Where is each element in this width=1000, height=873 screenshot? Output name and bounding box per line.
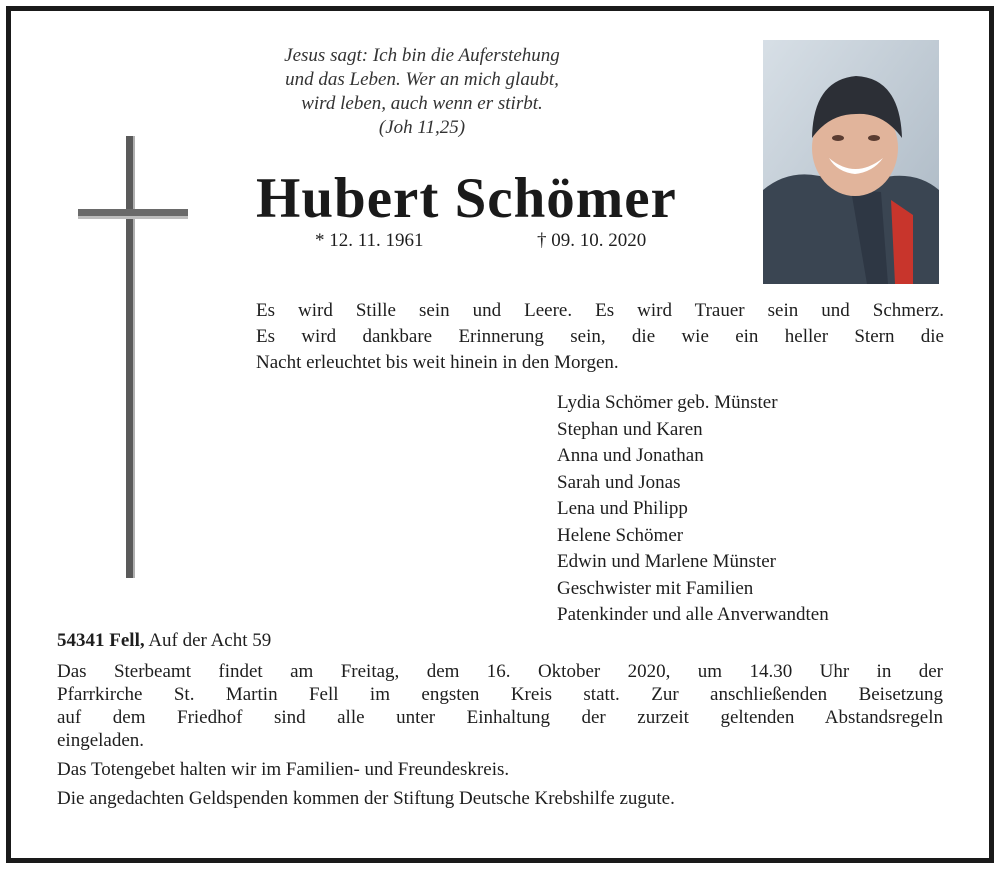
intro-line: Es wird Stille sein und Leere. Es wird Trauer sein und Schmerz. bbox=[256, 300, 944, 321]
death-date: † 09. 10. 2020 bbox=[537, 230, 647, 251]
verse-line: und das Leben. Wer an mich glaubt, bbox=[285, 69, 559, 90]
notice-line: auf dem Friedhof sind alle unter Einhaltung der zurzeit geltenden Abstandsregeln bbox=[57, 707, 943, 728]
verse-line: Jesus sagt: Ich bin die Auferstehung bbox=[284, 45, 560, 66]
mourner-item: Edwin und Marlene Münster bbox=[557, 551, 776, 572]
mourner-item: Anna und Jonathan bbox=[557, 445, 704, 466]
intro-text bbox=[256, 298, 944, 376]
notice-line: Das Sterbeamt findet am Freitag, dem 16. Oktober 2020, um 14.30 Uhr in der bbox=[57, 661, 943, 682]
prayer-note: Das Totengebet halten wir im Familien- und Freundeskreis. bbox=[57, 759, 510, 780]
mourners-list bbox=[557, 390, 829, 629]
mourner-item: Patenkinder und alle Anverwandten bbox=[557, 604, 829, 625]
mourner-item: Helene Schömer bbox=[557, 524, 684, 546]
mourner-item: Lena und Philipp bbox=[557, 498, 688, 519]
verse-reference: (Joh 11,25) bbox=[378, 117, 466, 138]
intro-line: Nacht erleuchtet bis weit hinein in den Morgen. bbox=[256, 352, 619, 373]
notice-line: eingeladen. bbox=[57, 730, 145, 751]
portrait-photo bbox=[763, 40, 939, 284]
mourner-item: Sarah und Jonas bbox=[557, 471, 681, 493]
cross-icon bbox=[78, 136, 188, 578]
donation-note: Die angedachten Geldspenden kommen der Stiftung Deutsche Krebshilfe zugute. bbox=[57, 788, 675, 809]
birth-date: * 12. 11. 1961 bbox=[315, 230, 424, 251]
notice-line: Pfarrkirche St. Martin Fell im engsten Kreis statt. Zur anschließenden Beisetzung bbox=[57, 684, 943, 705]
address-line bbox=[57, 630, 271, 652]
address-postal: 54341 Fell, bbox=[57, 630, 145, 651]
mourner-item: Lydia Schömer geb. Münster bbox=[557, 392, 778, 413]
intro-line: Es wird dankbare Erinnerung sein, die wie ein heller Stern die bbox=[256, 326, 944, 347]
address-street: Auf der Acht 59 bbox=[148, 630, 272, 651]
mourner-item: Geschwister mit Familien bbox=[557, 577, 754, 599]
deceased-name: Hubert Schömer bbox=[256, 167, 677, 230]
mourner-item: Stephan und Karen bbox=[557, 418, 703, 440]
bible-verse bbox=[276, 44, 568, 140]
verse-line: wird leben, auch wenn er stirbt. bbox=[301, 93, 543, 114]
funeral-notice bbox=[57, 660, 943, 810]
